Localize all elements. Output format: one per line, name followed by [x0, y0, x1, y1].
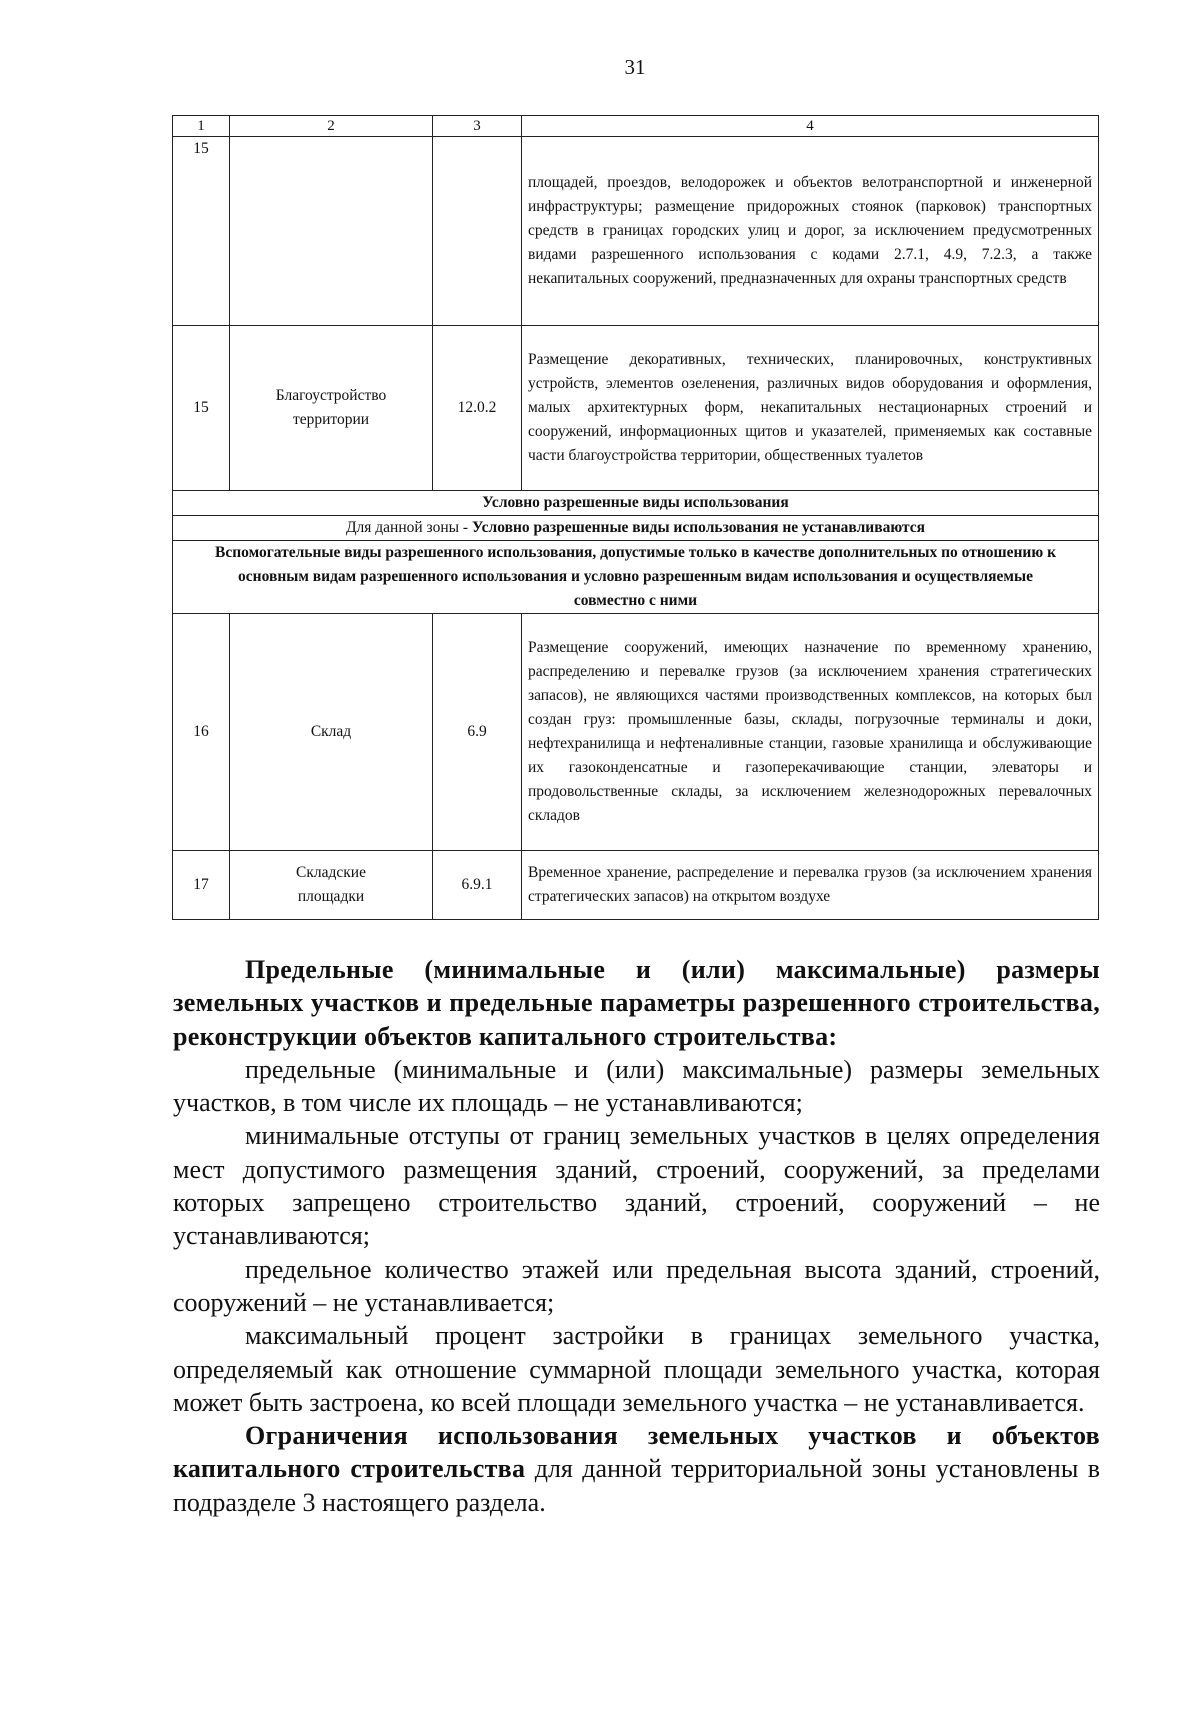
paragraph-setbacks: минимальные отступы от границ земельных участков в целях определения мест допустимого размещения зданий, строений, сооружений, за пределами которых запрещено строительство зданий, строений, сооружений – не устанавливаются; — [173, 1121, 1100, 1251]
row-name: Склад — [230, 614, 433, 851]
row-description: Временное хранение, распределение и перевалка грузов (за исключением хранения стратегических запасов) на открытом воздухе — [522, 851, 1099, 920]
table-header-row — [173, 116, 1099, 137]
header-cell-1: 1 — [173, 116, 230, 137]
header-cell-2: 2 — [230, 116, 433, 137]
row-name: Складские площадки — [230, 851, 433, 920]
paragraph-coverage: максимальный процент застройки в границах земельного участка, определяемый как отношение суммарной площади земельного участка, которая может быть застроена, ко всей площади земельного участка – не устанавливается. — [173, 1321, 1100, 1417]
row-number: 16 — [173, 614, 230, 851]
paragraph-lot-sizes: предельные (минимальные и (или) максимальные) размеры земельных участков, в том числе их площадь – не устанавливаются; — [173, 1054, 1100, 1118]
zone-note-bold: Условно разрешенные виды использования не устанавливаются — [471, 519, 926, 536]
table-row — [173, 614, 1099, 851]
header-cell-4: 4 — [522, 116, 1099, 137]
section-row-conditional — [173, 491, 1099, 516]
row-number: 15 — [173, 326, 230, 491]
row-code: 12.0.2 — [433, 326, 522, 491]
table-row — [173, 851, 1099, 920]
row-description: площадей, проездов, велодорожек и объектов велотранспортной и инженерной инфраструктуры; размещение придорожных стоянок (парковок) транспортных средств в границах городских улиц и дорог, за исключением предусмотренных видами разрешенного использования с кодами 2.7.1, 4.9, 7.2.3, а также некапитальных сооружений, предназначенных для охраны транспортных средств — [522, 137, 1099, 326]
row-number: 17 — [173, 851, 230, 920]
row-name: Благоустройство территории — [230, 326, 433, 491]
section-row-zone — [173, 516, 1099, 541]
paragraph-restrictions — [173, 1419, 1100, 1519]
restrictions-rest: для данной территориальной зоны установлены в подразделе 3 настоящего раздела. — [173, 1454, 1100, 1517]
header-cell-3: 3 — [433, 116, 522, 137]
section-zone-note — [173, 516, 1099, 541]
row-number: 15 — [173, 137, 230, 326]
row-description: Размещение сооружений, имеющих назначение по временному хранению, распределению и перевалке грузов (за исключением хранения стратегических запасов), не являющихся частями производственных комплексов, на которых был создан груз: промышленные базы, склады, погрузочные терминалы и доки, нефтехранилища и нефтеналивные станции, газовые хранилища и обслуживающие их газоконденсатные и газоперекачивающие станции, элеваторы и продовольственные склады, за исключением железнодорожных перевалочных складов — [522, 614, 1099, 851]
row-code — [433, 137, 522, 326]
row-code: 6.9 — [433, 614, 522, 851]
row-code: 6.9.1 — [433, 851, 522, 920]
table-row — [173, 137, 1099, 326]
table-row — [173, 326, 1099, 491]
row-name — [230, 137, 433, 326]
section-heading: Предельные (минимальные и (или) максимальные) размеры земельных участков и предельные параметры разрешенного строительства, реконструкции объектов капитального строительства: — [173, 955, 1100, 1051]
restrictions-bold: Ограничения использования земельных участков и объектов капитального строительства — [173, 1421, 1100, 1484]
section-title-conditional: Условно разрешенные виды использования — [173, 491, 1099, 516]
paragraph-floors: предельное количество этажей или предельная высота зданий, строений, сооружений – не устанавливается; — [173, 1254, 1100, 1317]
zone-note-prefix: Для данной зоны - — [345, 519, 472, 536]
land-use-table — [172, 115, 1099, 920]
row-description: Размещение декоративных, технических, планировочных, конструктивных устройств, элементов озеленения, различных видов оборудования и оформления, малых архитектурных форм, некапитальных нестационарных строений и сооружений, информационных щитов и указателей, применяемых как составные части благоустройства территории, общественных туалетов — [522, 326, 1099, 491]
page-number: 31 — [624, 55, 646, 79]
body-text — [173, 953, 1100, 1519]
section-row-auxiliary — [173, 541, 1099, 614]
section-title-auxiliary: Вспомогательные виды разрешенного использования, допустимые только в качестве дополнительных по отношению к основным видам разрешенного использования и условно разрешенным видам использования и осуществляемые совместно с ними — [173, 541, 1099, 614]
